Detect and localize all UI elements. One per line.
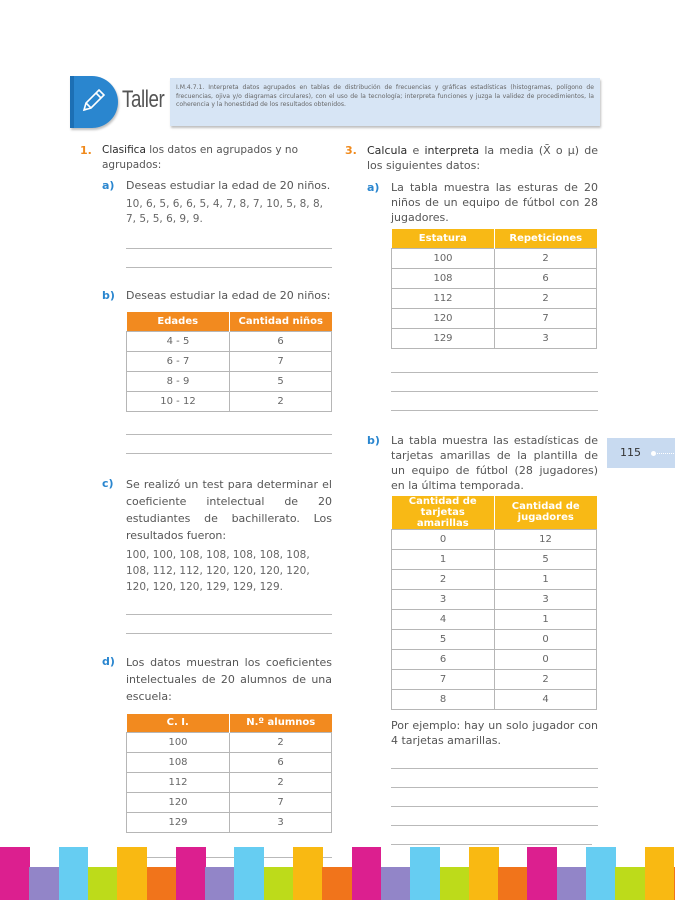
cell: 5 xyxy=(495,549,597,569)
table-row xyxy=(127,391,332,411)
answer-line[interactable] xyxy=(391,825,598,826)
col-header: C. I. xyxy=(127,714,230,733)
item-label: a) xyxy=(367,181,380,194)
answer-line[interactable] xyxy=(391,391,598,392)
height-table xyxy=(391,229,597,349)
table-row xyxy=(392,328,597,348)
answer-line[interactable] xyxy=(391,768,598,769)
answer-line[interactable] xyxy=(126,248,332,249)
yellow-cards-table xyxy=(391,496,597,710)
item-label: b) xyxy=(367,433,380,447)
item-1a xyxy=(102,178,332,227)
dot-icon xyxy=(651,451,656,456)
cell: 3 xyxy=(230,813,332,833)
color-bar xyxy=(322,867,352,900)
color-bar xyxy=(29,867,59,900)
answer-line[interactable] xyxy=(126,453,332,454)
cell: 5 xyxy=(392,629,495,649)
item-text: Deseas estudiar la edad de 20 niños. xyxy=(126,179,331,192)
item-label: b) xyxy=(102,289,115,302)
item-text: La tabla muestra las estadísticas de tarjetas amarillas de la plantilla de un equipo de fútbol (28 jugadores) en la última temporada. xyxy=(391,433,598,492)
item-data: 100, 100, 108, 108, 108, 108, 108, 108, 112, 112, 120, 120, 120, 120, 120, 120, 120, 129, 129, 129. xyxy=(126,548,310,593)
color-bar xyxy=(205,867,235,900)
cell: 0 xyxy=(392,529,495,549)
table-row xyxy=(392,248,597,268)
cell: 2 xyxy=(392,569,495,589)
color-bar xyxy=(615,867,645,900)
color-bar xyxy=(117,847,147,900)
table-row xyxy=(392,629,597,649)
cell: 8 - 9 xyxy=(127,371,230,391)
item-1d xyxy=(102,654,332,705)
cell: 10 - 12 xyxy=(127,391,230,411)
question-text: la media (X̄ o μ) de los siguientes datos: xyxy=(367,144,598,172)
answer-line[interactable] xyxy=(391,787,598,788)
table-row xyxy=(392,288,597,308)
skill-description: I.M.4.7.1. Interpreta datos agrupados en tablas de distribución de frecuencias y gráficas estadísticas (histogramas, polígono de frecuencias, ojiva y/o diagramas circulares), con el uso de la tecnología; interpreta funciones y juzga la validez de procedimientos, la coherencia y la honestidad de los resultados obtenidos. xyxy=(176,84,594,109)
table-row xyxy=(127,351,332,371)
color-bar xyxy=(586,847,616,900)
col-header: Edades xyxy=(127,312,230,331)
note-text: Por ejemplo: hay un solo jugador con 4 tarjetas amarillas. xyxy=(391,718,598,747)
item-text: La tabla muestra las esturas de 20 niños de un equipo de fútbol con 28 jugadores. xyxy=(391,181,598,224)
col-header: Repeticiones xyxy=(495,229,597,248)
color-bar xyxy=(264,867,294,900)
question-3 xyxy=(345,143,598,173)
answer-line[interactable] xyxy=(126,614,332,615)
cell: 7 xyxy=(230,793,332,813)
color-bar xyxy=(645,847,675,900)
col-header: Cantidad niños xyxy=(230,312,332,331)
cell: 1 xyxy=(495,609,597,629)
question-verb: Clasifica xyxy=(102,144,146,156)
page-number: 115 xyxy=(620,446,641,459)
color-bar xyxy=(147,867,177,900)
table-row xyxy=(392,589,597,609)
table-row xyxy=(127,331,332,351)
decorative-color-bars xyxy=(0,847,675,900)
cell: 0 xyxy=(495,649,597,669)
answer-line[interactable] xyxy=(126,434,332,435)
color-bar xyxy=(352,847,382,900)
cell: 2 xyxy=(230,773,332,793)
cell: 120 xyxy=(127,793,230,813)
color-bar xyxy=(498,867,528,900)
col-header: Cantidad de tarjetas amarillas xyxy=(392,496,495,530)
page-number-tab xyxy=(607,438,675,468)
table-row xyxy=(127,793,332,813)
cell: 100 xyxy=(127,733,230,753)
answer-line[interactable] xyxy=(126,633,332,634)
cell: 129 xyxy=(127,813,230,833)
cell: 100 xyxy=(392,248,495,268)
cell: 112 xyxy=(392,288,495,308)
ci-table xyxy=(126,714,332,834)
item-3b-note xyxy=(367,718,598,748)
question-text: los datos en agrupados y no agrupados: xyxy=(102,144,298,171)
answer-line[interactable] xyxy=(391,806,598,807)
cell: 3 xyxy=(495,328,597,348)
cell: 7 xyxy=(392,669,495,689)
item-label: a) xyxy=(102,179,115,192)
cell: 108 xyxy=(127,753,230,773)
question-number: 3. xyxy=(345,144,357,157)
question-number: 1. xyxy=(80,144,92,157)
cell: 7 xyxy=(230,351,332,371)
cell: 112 xyxy=(127,773,230,793)
cell: 108 xyxy=(392,268,495,288)
cell: 2 xyxy=(230,391,332,411)
col-header: N.º alumnos xyxy=(230,714,332,733)
color-bar xyxy=(469,847,499,900)
cell: 3 xyxy=(495,589,597,609)
col-header: Cantidad de jugadores xyxy=(495,496,597,530)
color-bar xyxy=(293,847,323,900)
question-verb: Calcula xyxy=(367,144,408,157)
table-row xyxy=(392,669,597,689)
cell: 4 - 5 xyxy=(127,331,230,351)
table-row xyxy=(392,268,597,288)
question-verb: interpreta xyxy=(424,144,480,157)
table-row xyxy=(392,609,597,629)
cell: 6 xyxy=(392,649,495,669)
color-bar xyxy=(176,847,206,900)
table-row xyxy=(127,813,332,833)
taller-banner xyxy=(70,76,600,128)
taller-tab xyxy=(70,76,118,128)
cell: 129 xyxy=(392,328,495,348)
cell: 1 xyxy=(392,549,495,569)
color-bar xyxy=(527,847,557,900)
right-column xyxy=(345,143,598,845)
skill-description-box xyxy=(170,78,600,126)
color-bar xyxy=(410,847,440,900)
table-row xyxy=(127,733,332,753)
item-text: Deseas estudiar la edad de 20 niños: xyxy=(126,289,331,302)
item-3a xyxy=(367,180,598,225)
tab-strip xyxy=(70,76,74,128)
cell: 2 xyxy=(495,288,597,308)
cell: 4 xyxy=(392,609,495,629)
cell: 12 xyxy=(495,529,597,549)
cell: 2 xyxy=(495,248,597,268)
cell: 6 xyxy=(230,753,332,773)
item-1c xyxy=(102,476,332,595)
cell: 2 xyxy=(230,733,332,753)
color-bar xyxy=(0,847,30,900)
table-row xyxy=(392,549,597,569)
color-bar xyxy=(234,847,264,900)
item-data: 10, 6, 5, 6, 6, 5, 4, 7, 8, 7, 10, 5, 8, 8, 7, 5, 5, 6, 9, 9. xyxy=(126,198,324,225)
table-row xyxy=(127,773,332,793)
cell: 1 xyxy=(495,569,597,589)
cell: 120 xyxy=(392,308,495,328)
answer-line[interactable] xyxy=(391,844,592,845)
item-1b xyxy=(102,288,332,303)
table-row xyxy=(392,569,597,589)
table-row xyxy=(127,371,332,391)
color-bar xyxy=(59,847,89,900)
table-row xyxy=(127,753,332,773)
cell: 6 xyxy=(495,268,597,288)
color-bar xyxy=(88,867,118,900)
ages-table xyxy=(126,312,332,412)
banner-title: Taller xyxy=(122,86,165,113)
cell: 3 xyxy=(392,589,495,609)
color-bar xyxy=(440,867,470,900)
left-column xyxy=(80,143,332,877)
item-label: c) xyxy=(102,476,114,490)
pencil-icon xyxy=(78,86,108,116)
table-row xyxy=(392,649,597,669)
table-row xyxy=(392,689,597,709)
table-row xyxy=(392,308,597,328)
cell: 4 xyxy=(495,689,597,709)
item-label: d) xyxy=(102,654,115,668)
item-3b xyxy=(367,433,598,493)
cell: 5 xyxy=(230,371,332,391)
table-row xyxy=(392,529,597,549)
item-text: Se realizó un test para determinar el coeficiente intelectual de 20 estudiantes de bachillerato. Los resultados fueron: xyxy=(126,477,332,542)
answer-line[interactable] xyxy=(391,372,598,373)
cell: 6 xyxy=(230,331,332,351)
col-header: Estatura xyxy=(392,229,495,248)
item-text: Los datos muestran los coeficientes intelectuales de 20 alumnos de una escuela: xyxy=(126,655,332,703)
cell: 0 xyxy=(495,629,597,649)
color-bar xyxy=(381,867,411,900)
cell: 8 xyxy=(392,689,495,709)
cell: 2 xyxy=(495,669,597,689)
cell: 6 - 7 xyxy=(127,351,230,371)
dotted-line xyxy=(657,453,675,454)
question-1 xyxy=(80,143,332,173)
cell: 7 xyxy=(495,308,597,328)
answer-line[interactable] xyxy=(391,410,598,411)
answer-line[interactable] xyxy=(126,267,332,268)
connector-text: e xyxy=(407,144,425,157)
color-bar xyxy=(557,867,587,900)
